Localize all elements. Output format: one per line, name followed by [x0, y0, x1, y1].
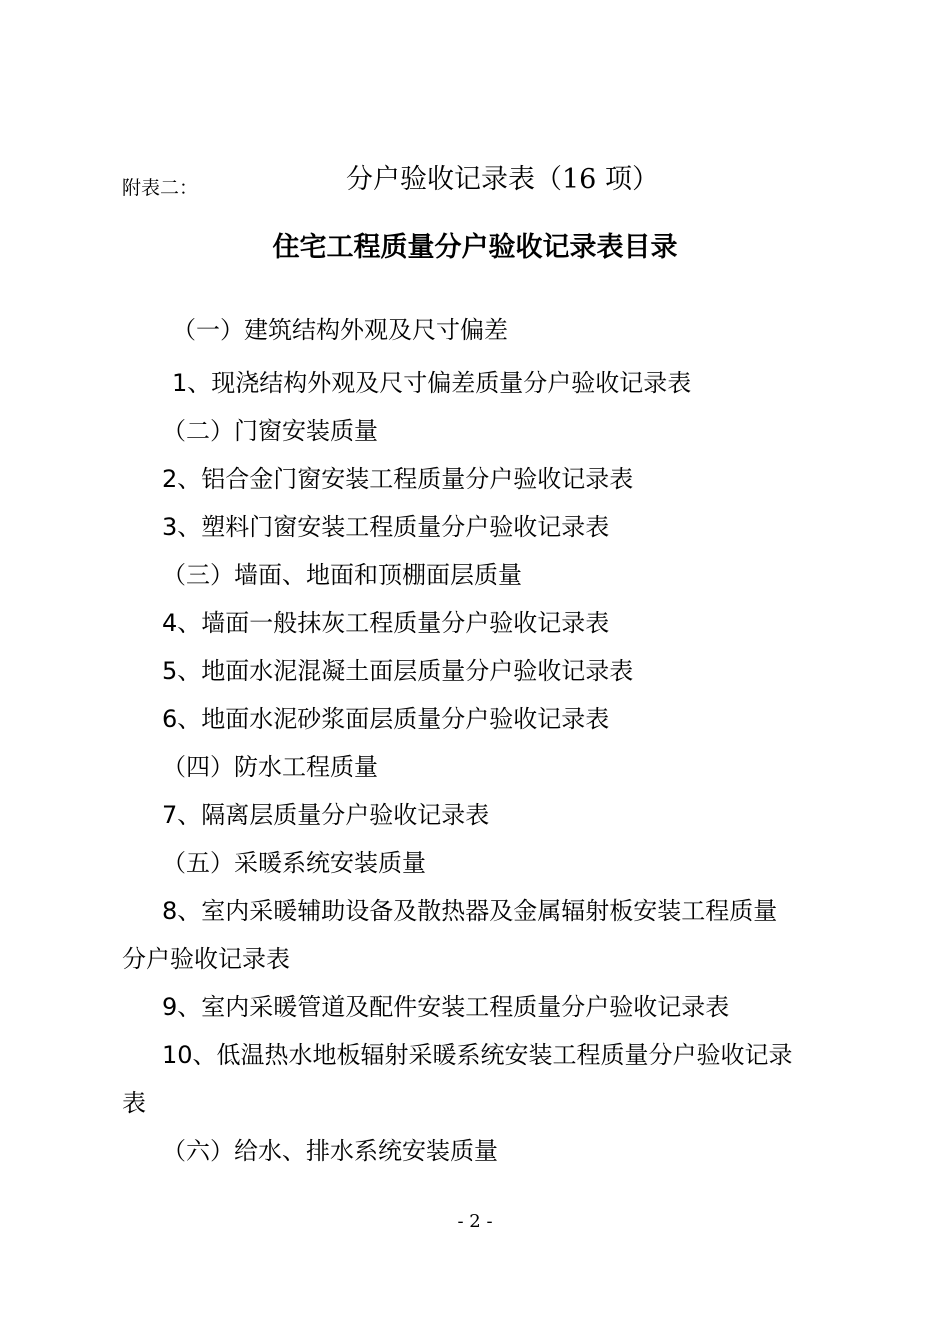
toc-section-heading: （三）墙面、地面和顶棚面层质量: [162, 561, 522, 589]
header-title: 分户验收记录表（16 项）: [346, 164, 659, 195]
toc-item: 10、低温热水地板辐射采暖系统安装工程质量分户验收记录: [162, 1041, 793, 1069]
toc-section-heading: （二）门窗安装质量: [162, 417, 378, 445]
appendix-label: 附表二：: [122, 177, 199, 199]
toc-section-heading: （六）给水、排水系统安装质量: [162, 1137, 498, 1165]
toc-section-heading: （一）建筑结构外观及尺寸偏差: [172, 316, 508, 344]
toc-section-heading: （五）采暖系统安装质量: [162, 849, 426, 877]
toc-item: 7、隔离层质量分户验收记录表: [162, 801, 490, 829]
toc-item: 2、铝合金门窗安装工程质量分户验收记录表: [162, 465, 634, 493]
toc-item: 4、墙面一般抹灰工程质量分户验收记录表: [162, 609, 610, 637]
toc-item-continuation: 分户验收记录表: [122, 945, 290, 973]
toc-item: 9、室内采暖管道及配件安装工程质量分户验收记录表: [162, 993, 730, 1021]
toc-section-heading: （四）防水工程质量: [162, 753, 378, 781]
toc-item: 3、塑料门窗安装工程质量分户验收记录表: [162, 513, 610, 541]
page-number: - 2 -: [457, 1211, 493, 1232]
toc-item-continuation: 表: [122, 1089, 146, 1117]
header: [0, 160, 950, 200]
toc-item: 5、地面水泥混凝土面层质量分户验收记录表: [162, 657, 634, 685]
toc-item: 1、现浇结构外观及尺寸偏差质量分户验收记录表: [172, 369, 692, 397]
page-title: 住宅工程质量分户验收记录表目录: [272, 232, 678, 263]
toc-item: 8、室内采暖辅助设备及散热器及金属辐射板安装工程质量: [162, 897, 778, 925]
toc-item: 6、地面水泥砂浆面层质量分户验收记录表: [162, 705, 610, 733]
